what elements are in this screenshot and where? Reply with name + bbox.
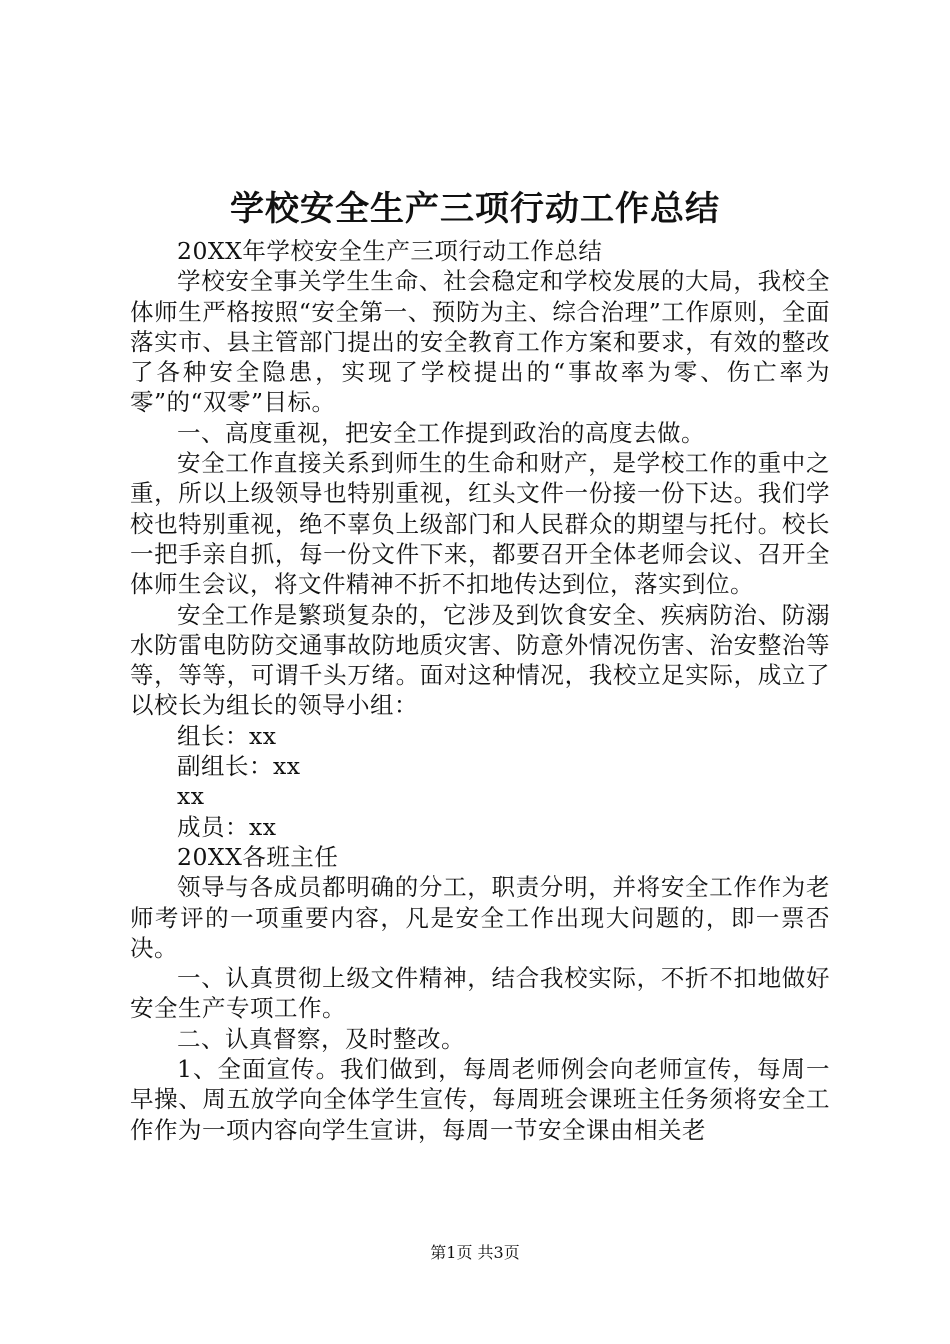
deputy-leader-name-line: xx <box>177 782 205 811</box>
members-note-line: 20XX各班主任 <box>177 842 339 871</box>
paragraph-heading: 一、认真贯彻上级文件精神，结合我校实际，不折不扣地做好安全生产专项工作。 <box>130 964 830 1023</box>
paragraph-intro: 学校安全事关学生生命、社会稳定和学校发展的大局，我校全体师生严格按照“安全第一、预防为主、综合治理”工作原则，全面落实市、县主管部门提出的安全教育工作方案和要求，有效的整改了各种安全隐患，实现了学校提出的“事故率为零、伤亡率为零”的“双零”目标。 <box>130 267 830 417</box>
document-body <box>130 236 830 1145</box>
paragraph: 1、全面宣传。我们做到，每周老师例会向老师宣传，每周一早操、周五放学向全体学生宣传，每周班会课班主任务须将安全工作作为一项内容向学生宣讲，每周一节安全课由相关老 <box>130 1055 830 1144</box>
paragraph-heading-2: 二、认真督察，及时整改。 <box>177 1024 465 1053</box>
page-number-footer: 第1页 共3页 <box>430 1243 520 1262</box>
deputy-leader-line: 副组长：xx <box>177 752 301 781</box>
leader-line: 组长：xx <box>177 721 277 750</box>
paragraph: 安全工作是繁琐复杂的，它涉及到饮食安全、疾病防治、防溺水防雷电防防交通事故防地质灾害、防意外情况伤害、治安整治等等，等等，可谓千头万绪。面对这种情况，我校立足实际，成立了以校长为组长的领导小组： <box>130 600 830 720</box>
paragraph-heading-1: 一、高度重视，把安全工作提到政治的高度去做。 <box>177 418 705 447</box>
members-line: 成员：xx <box>177 812 277 841</box>
paragraph-subtitle: 20XX年学校安全生产三项行动工作总结 <box>177 237 603 265</box>
paragraph: 领导与各成员都明确的分工，职责分明，并将安全工作作为老师考评的一项重要内容，凡是安全工作出现大问题的，即一票否决。 <box>130 873 830 962</box>
document-title: 学校安全生产三项行动工作总结 <box>230 189 720 229</box>
paragraph: 安全工作直接关系到师生的生命和财产，是学校工作的重中之重，所以上级领导也特别重视，红头文件一份接一份下达。我们学校也特别重视，绝不辜负上级部门和人民群众的期望与托付。校长一把手亲自抓，每一份文件下来，都要召开全体老师会议、召开全体师生会议，将文件精神不折不扣地传达到位，落实到位。 <box>130 449 830 599</box>
